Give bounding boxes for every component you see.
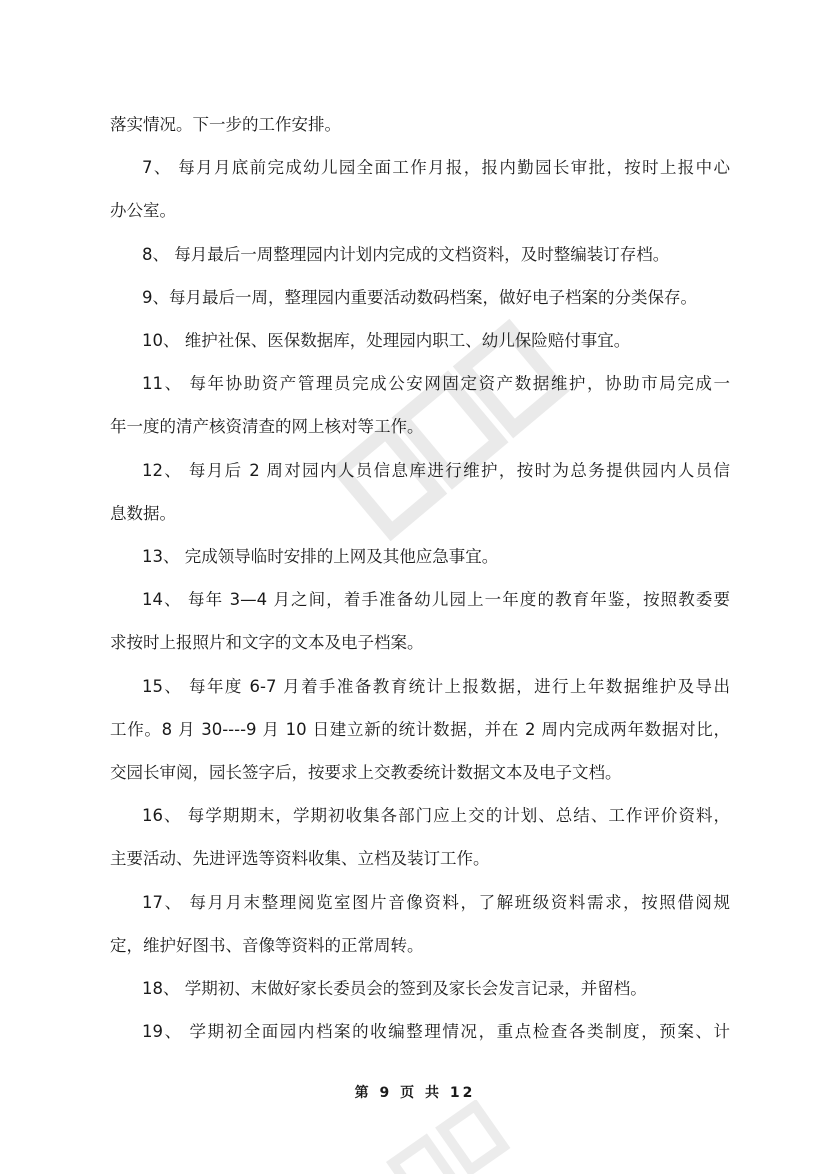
text-line: 11、 每年协助资产管理员完成公安网固定资产数据维护，协助市局完成一 xyxy=(142,374,730,394)
text-line: 交园长审阅，园长签字后，按要求上交教委统计数据文本及电子文档。 xyxy=(110,763,622,783)
text-line: 14、 每年 3—4 月之间，着手准备幼儿园上一年度的教育年鉴，按照教委要 xyxy=(142,590,730,610)
text-line: 19、 学期初全面园内档案的收编整理情况，重点检查各类制度，预案、计 xyxy=(142,1022,730,1042)
page-number: 第 9 页 共 12 xyxy=(354,1085,476,1102)
body-text xyxy=(110,0,730,1053)
text-line: 17、 每月月末整理阅览室图片音像资料，了解班级资料需求，按照借阅规 xyxy=(142,892,730,912)
text-line: 18、 学期初、末做好家长委员会的签到及家长会发言记录，并留档。 xyxy=(142,979,647,999)
text-line: 落实情况。下一步的工作安排。 xyxy=(110,115,341,134)
watermark-bottom-icon xyxy=(360,1100,560,1174)
text-line: 办公室。 xyxy=(110,201,176,221)
text-line: 工作。8 月 30----9 月 10 日建立新的统计数据，并在 2 周内完成两年数据对比， xyxy=(110,719,730,739)
text-line: 15、 每年度 6-7 月着手准备教育统计上报数据，进行上年数据维护及导出 xyxy=(142,676,730,696)
text-line: 12、 每月后 2 周对园内人员信息库进行维护，按时为总务提供园内人员信 xyxy=(142,460,730,480)
text-line: 9、每月最后一周，整理园内重要活动数码档案，做好电子档案的分类保存。 xyxy=(142,287,697,307)
text-line: 7、 每月月底前完成幼儿园全面工作月报，报内勤园长审批，按时上报中心 xyxy=(142,158,730,178)
text-line: 主要活动、先进评选等资料收集、立档及装订工作。 xyxy=(110,849,490,869)
text-line: 10、 维护社保、医保数据库，处理园内职工、幼儿保险赔付事宜。 xyxy=(142,331,631,351)
text-line: 13、 完成领导临时安排的上网及其他应急事宜。 xyxy=(142,547,499,567)
text-line: 8、 每月最后一周整理园内计划内完成的文档资料，及时整编装订存档。 xyxy=(142,244,670,264)
text-line: 求按时上报照片和文字的文本及电子档案。 xyxy=(110,633,424,653)
text-line: 息数据。 xyxy=(110,503,176,523)
text-line: 年一度的清产核资清查的网上核对等工作。 xyxy=(110,417,424,437)
text-line: 定，维护好图书、音像等资料的正常周转。 xyxy=(110,935,424,955)
text-line: 16、 每学期期末，学期初收集各部门应上交的计划、总结、工作评价资料， xyxy=(142,806,730,826)
